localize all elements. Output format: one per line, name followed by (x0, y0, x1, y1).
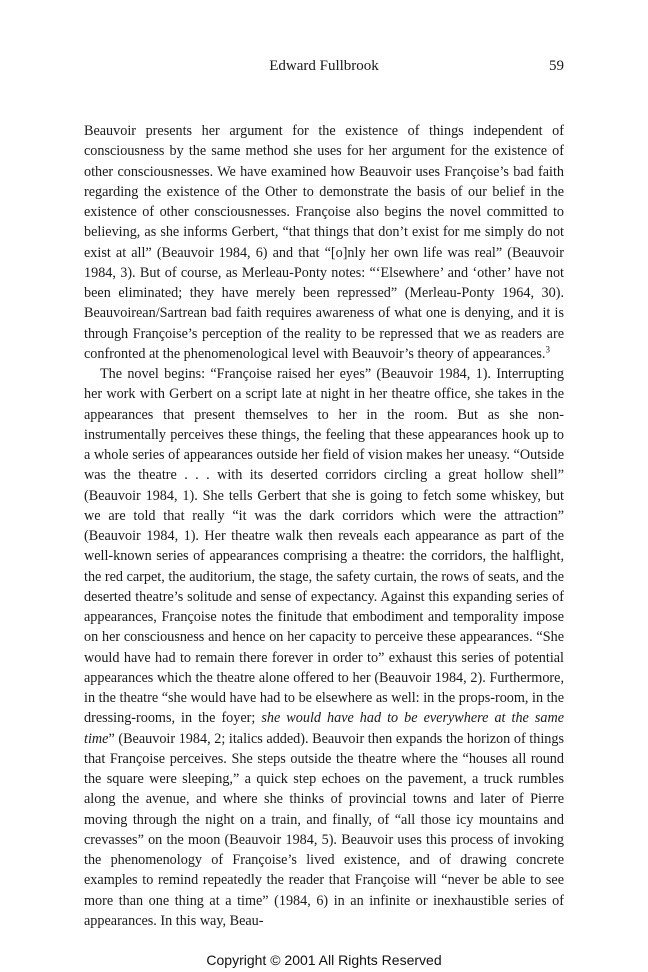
copyright-notice: Copyright © 2001 All Rights Reserved (206, 952, 442, 968)
running-head (84, 58, 564, 78)
paragraph-2-text-end: ” (Beauvoir 1984, 2; italics added). Beauvoir then expands the horizon of things that Françoise perceives. She steps outside the theatre where the “houses all round the square were sleeping,” a quick step echoes on the pavement, a truck rumbles along the avenue, and where she thinks of provincial towns and later of Pierre moving through the night on a train, and finally, of “all those icy mountains and crevasses” on the moon (Beauvoir 1984, 5). Beauvoir uses this process of invoking the phenomenology of Françoise’s lived existence, and of drawing concrete examples to remind repeatedly the reader that Françoise will “never be able to see more than one thing at a time” (1984, 6) in an infinite or inexhaustible series of appearances. In this way, Beau- (84, 730, 564, 929)
paragraph-1 (84, 121, 564, 364)
paragraph-1-text: Beauvoir presents her argument for the existence of things independent of consciousness by the same method she uses for her argument for the existence of other consciousnesses. We have examined how Beauvoir uses Françoise’s bad faith regarding the existence of the Other to demonstrate the basis of our belief in the existence of other consciousnesses. Françoise also begins the novel committed to believing, as she informs Gerbert, “that things that don’t exist for me simply do not exist at all” (Beauvoir 1984, 6) and that “[o]nly her own life was real” (Beauvoir 1984, 3). But of course, as Merleau-Ponty notes: “‘Elsewhere’ and ‘other’ have not been eliminated; they have merely been repressed” (Merleau-Ponty 1964, 30). Beauvoirean/Sartrean bad faith requires awareness of what one is denying, and it is through Françoise’s perception of the reality to be repressed that we as readers are confronted at the phenomenological level with Beauvoir’s theory of appearances. (84, 123, 564, 362)
paragraph-2-italic-quote: she would have had to be everywhere at the same time (84, 710, 565, 747)
footnote-marker: 3 (545, 344, 550, 355)
paragraph-2 (84, 364, 564, 931)
paragraph-2-text-start: The novel begins: “Françoise raised her eyes” (Beauvoir 1984, 1). Interrupting her work with Gerbert on a script late at night in her theatre office, she takes in the appearances that present themselves to her in the room. But as she non-instrumentally perceives these things, the feeling that these appearances hook up to a whole series of appearances outside her field of vision makes her uneasy. “Outside was the theatre . . . with its deserted corridors circling a great hollow shell” (Beauvoir 1984, 1). She tells Gerbert that she is going to fetch some whiskey, but we are told that really “it was the dark corridors which were the attraction” (Beauvoir 1984, 1). Her theatre walk then reveals each appearance as part of the well-known series of appearances comprising a theatre: the corridors, the halflight, the red carpet, the auditorium, the stage, the safety curtain, the rows of seats, and the deserted theatre’s solitude and sense of expectancy. Against this expanding series of appearances, Françoise notes the finitude that embodiment and temporality impose on her consciousness and hence on her capacity to perceive these appearances. “She would have had to remain there forever in order to” exhaust this series of potential appearances which the theatre alone offered to her (Beauvoir 1984, 2). Furthermore, in the theatre “she would have had to be elsewhere as well: in the props-room, in the dressing-rooms, in the foyer; (84, 366, 564, 727)
page-number: 59 (549, 58, 564, 74)
body-text (84, 121, 564, 931)
running-head-author: Edward Fullbrook (269, 58, 379, 74)
